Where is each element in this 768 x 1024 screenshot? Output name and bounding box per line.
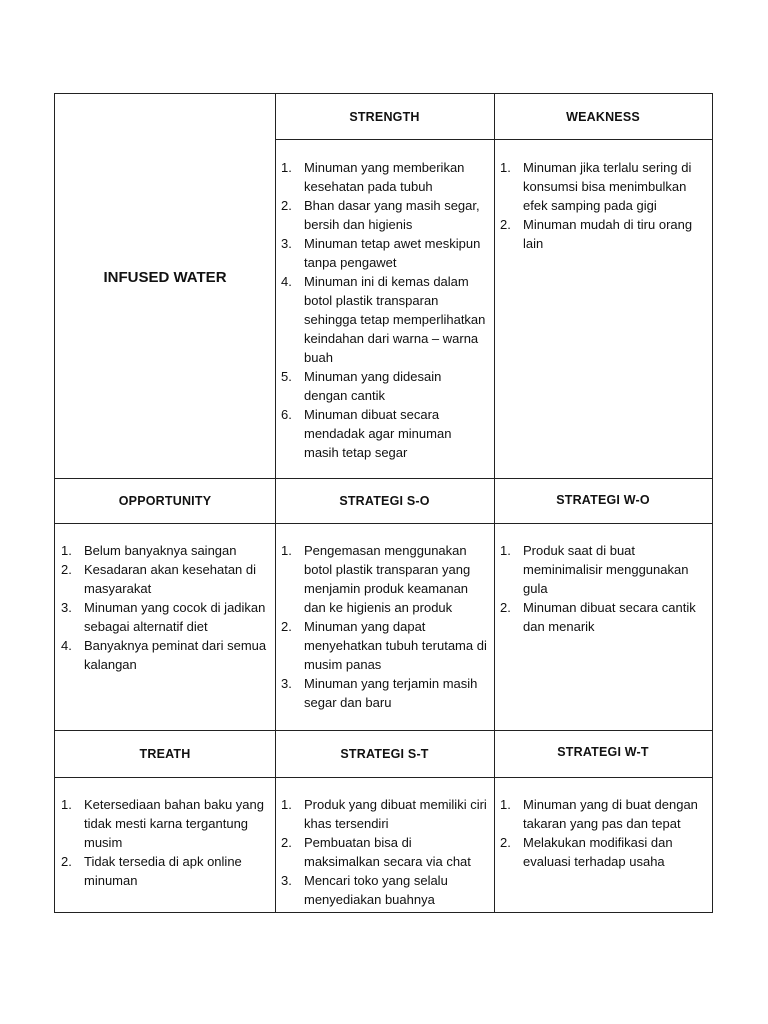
list-item-text: Minuman yang didesain dengan cantik [304, 369, 442, 403]
strategi-wt-list [494, 795, 706, 871]
strategi-so-list [275, 541, 488, 712]
strategi-wo-header-cell [494, 479, 712, 523]
opportunity-cell [55, 524, 275, 730]
list-item [275, 617, 488, 674]
list-item-text: Produk saat di buat meminimalisir menggunakan gula [523, 543, 689, 596]
strategi-st-header-cell [275, 731, 494, 777]
list-item-text: Pembuatan bisa di maksimalkan secara via chat [304, 835, 471, 869]
list-item [494, 833, 706, 871]
list-item-text: Ketersediaan bahan baku yang tidak mesti karna tergantung musim [84, 797, 264, 850]
list-item-text: Melakukan modifikasi dan evaluasi terhadap usaha [523, 835, 673, 869]
title-cell [55, 94, 275, 478]
list-item [275, 795, 488, 833]
list-item-text: Minuman tetap awet meskipun tanpa pengawet [304, 236, 481, 270]
list-item-number: 1. [281, 543, 292, 558]
strategi-so-header: STRATEGI S-O [339, 494, 430, 508]
list-item [55, 541, 269, 560]
list-item-number: 1. [61, 797, 72, 812]
weakness-header: WEAKNESS [566, 109, 640, 124]
list-item [275, 272, 488, 367]
strength-cell [275, 140, 494, 478]
list-item [275, 871, 488, 909]
list-item-number: 1. [500, 543, 511, 558]
list-item [275, 234, 488, 272]
strategi-wt-cell [494, 778, 712, 912]
threat-header-cell [55, 731, 275, 777]
list-item-number: 1. [281, 797, 292, 812]
strategi-so-header-cell [275, 479, 494, 523]
list-item-text: Minuman dibuat secara cantik dan menarik [523, 600, 696, 634]
list-item-number: 5. [281, 369, 292, 384]
threat-header: TREATH [139, 747, 191, 761]
list-item-number: 3. [281, 676, 292, 691]
strategi-wt-header-cell [494, 731, 712, 777]
list-item-text: Minuman yang terjamin masih segar dan baru [304, 676, 478, 710]
strategi-st-list [275, 795, 488, 909]
list-item-number: 1. [500, 160, 511, 175]
list-item-text: Minuman jika terlalu sering di konsumsi bisa menimbulkan efek samping pada gigi [523, 160, 692, 213]
list-item-number: 3. [281, 873, 292, 888]
list-item [275, 196, 488, 234]
list-item [494, 215, 706, 253]
list-item [55, 598, 269, 636]
list-item-number: 2. [500, 600, 511, 615]
list-item [55, 560, 269, 598]
list-item-number: 3. [61, 600, 72, 615]
list-item-text: Minuman mudah di tiru orang lain [523, 217, 693, 251]
list-item-number: 2. [500, 835, 511, 850]
table-title: INFUSED WATER [103, 268, 227, 286]
opportunity-list [55, 541, 269, 674]
weakness-header-cell [494, 94, 712, 139]
list-item [55, 852, 269, 890]
list-item-number: 1. [61, 543, 72, 558]
list-item-text: Minuman ini di kemas dalam botol plastik transparan sehingga tetap memperlihatkan keindahan dari warna – warna buah [304, 274, 486, 365]
list-item-text: Minuman yang di buat dengan takaran yang pas dan tepat [523, 797, 698, 831]
strategi-st-cell [275, 778, 494, 912]
list-item-text: Pengemasan menggunakan botol plastik transparan yang menjamin produk keamanan dan ke higienis an produk [304, 543, 471, 615]
list-item-text: Mencari toko yang selalu menyediakan buahnya [304, 873, 448, 907]
list-item-text: Minuman yang dapat menyehatkan tubuh terutama di musim panas [304, 619, 487, 672]
list-item-number: 2. [281, 619, 292, 634]
list-item-text: Produk yang dibuat memiliki ciri khas tersendiri [304, 797, 487, 831]
list-item-number: 2. [61, 562, 72, 577]
list-item-text: Belum banyaknya saingan [84, 543, 237, 558]
strength-list [275, 158, 488, 462]
list-item-text: Bhan dasar yang masih segar, bersih dan higienis [304, 198, 480, 232]
strength-header-cell [275, 94, 494, 139]
weakness-cell [494, 140, 712, 478]
strength-header: STRENGTH [349, 109, 420, 124]
strategi-wt-header: STRATEGI W-T [557, 745, 649, 759]
list-item-number: 2. [500, 217, 511, 232]
list-item [275, 833, 488, 871]
list-item-number: 4. [281, 274, 292, 289]
list-item [275, 158, 488, 196]
list-item-text: Minuman yang memberikan kesehatan pada tubuh [304, 160, 465, 194]
threat-cell [55, 778, 275, 912]
strategi-st-header: STRATEGI S-T [340, 747, 429, 761]
list-item [494, 795, 706, 833]
swot-table [54, 93, 713, 913]
list-item [494, 598, 706, 636]
list-item [494, 158, 706, 215]
list-item-number: 4. [61, 638, 72, 653]
threat-list [55, 795, 269, 890]
strategi-wo-header: STRATEGI W-O [556, 493, 650, 507]
list-item-text: Minuman dibuat secara mendadak agar minuman masih tetap segar [304, 407, 452, 460]
strategi-so-cell [275, 524, 494, 730]
list-item-number: 1. [281, 160, 292, 175]
list-item [494, 541, 706, 598]
list-item-number: 2. [281, 198, 292, 213]
list-item [275, 367, 488, 405]
weakness-list [494, 158, 706, 253]
list-item-number: 2. [281, 835, 292, 850]
list-item-number: 3. [281, 236, 292, 251]
list-item-number: 6. [281, 407, 292, 422]
list-item [55, 636, 269, 674]
list-item-text: Minuman yang cocok di jadikan sebagai alternatif diet [84, 600, 266, 634]
opportunity-header-cell [55, 479, 275, 523]
list-item-text: Tidak tersedia di apk online minuman [84, 854, 242, 888]
list-item-number: 1. [500, 797, 511, 812]
list-item-text: Kesadaran akan kesehatan di masyarakat [84, 562, 257, 596]
opportunity-header: OPPORTUNITY [118, 494, 212, 508]
list-item [275, 674, 488, 712]
list-item [275, 541, 488, 617]
list-item-text: Banyaknya peminat dari semua kalangan [84, 638, 267, 672]
strategi-wo-list [494, 541, 706, 636]
list-item [275, 405, 488, 462]
list-item [55, 795, 269, 852]
list-item-number: 2. [61, 854, 72, 869]
strategi-wo-cell [494, 524, 712, 730]
